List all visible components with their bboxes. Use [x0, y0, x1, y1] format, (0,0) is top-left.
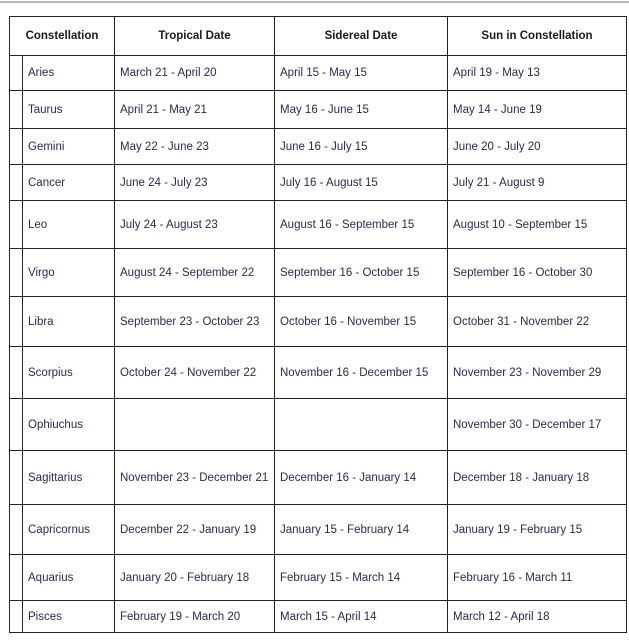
sidereal-date-cell: June 16 - July 15	[275, 129, 448, 165]
sun-in-constellation-cell: February 16 - March 11	[448, 555, 627, 601]
tropical-date-cell: January 20 - February 18	[115, 555, 275, 601]
table-row	[10, 201, 627, 249]
constellation-cell: Libra	[23, 297, 115, 347]
sun-in-constellation-cell: August 10 - September 15	[448, 201, 627, 249]
tropical-date-cell: July 24 - August 23	[115, 201, 275, 249]
sun-in-constellation-cell: June 20 - July 20	[448, 129, 627, 165]
sidereal-date-cell: July 16 - August 15	[275, 165, 448, 201]
table-row	[10, 399, 627, 451]
sidereal-date-cell: May 16 - June 15	[275, 91, 448, 129]
tropical-date-cell: August 24 - September 22	[115, 249, 275, 297]
tropical-date-cell: February 19 - March 20	[115, 601, 275, 633]
constellation-cell: Taurus	[23, 91, 115, 129]
sidereal-date-cell: October 16 - November 15	[275, 297, 448, 347]
header-sun-in-constellation: Sun in Constellation	[448, 17, 627, 56]
row-margin-cell	[10, 56, 23, 91]
row-margin-cell	[10, 249, 23, 297]
header-row	[10, 17, 627, 56]
table-row	[10, 249, 627, 297]
sidereal-date-cell: January 15 - February 14	[275, 505, 448, 555]
tropical-date-cell: March 21 - April 20	[115, 56, 275, 91]
tropical-date-cell: November 23 - December 21	[115, 451, 275, 505]
sun-in-constellation-cell: May 14 - June 19	[448, 91, 627, 129]
constellation-cell: Scorpius	[23, 347, 115, 399]
row-margin-cell	[10, 165, 23, 201]
tropical-date-cell: December 22 - January 19	[115, 505, 275, 555]
row-margin-cell	[10, 129, 23, 165]
sidereal-date-cell: February 15 - March 14	[275, 555, 448, 601]
sun-in-constellation-cell: April 19 - May 13	[448, 56, 627, 91]
table-row	[10, 555, 627, 601]
table-row	[10, 347, 627, 399]
sidereal-date-cell: April 15 - May 15	[275, 56, 448, 91]
row-margin-cell	[10, 347, 23, 399]
constellation-cell: Ophiuchus	[23, 399, 115, 451]
row-margin-cell	[10, 555, 23, 601]
tropical-date-cell: May 22 - June 23	[115, 129, 275, 165]
sun-in-constellation-cell: October 31 - November 22	[448, 297, 627, 347]
sidereal-date-cell: December 16 - January 14	[275, 451, 448, 505]
sun-in-constellation-cell: December 18 - January 18	[448, 451, 627, 505]
row-margin-cell	[10, 601, 23, 633]
table-row	[10, 505, 627, 555]
table-row	[10, 451, 627, 505]
row-margin-cell	[10, 201, 23, 249]
header-constellation: Constellation	[10, 17, 115, 56]
sidereal-date-cell: March 15 - April 14	[275, 601, 448, 633]
constellation-cell: Sagittarius	[23, 451, 115, 505]
constellation-cell: Gemini	[23, 129, 115, 165]
row-margin-cell	[10, 297, 23, 347]
table-row	[10, 165, 627, 201]
constellation-cell: Cancer	[23, 165, 115, 201]
constellation-cell: Virgo	[23, 249, 115, 297]
sidereal-date-cell: November 16 - December 15	[275, 347, 448, 399]
tropical-date-cell	[115, 399, 275, 451]
sun-in-constellation-cell: March 12 - April 18	[448, 601, 627, 633]
header-tropical-date: Tropical Date	[115, 17, 275, 56]
row-margin-cell	[10, 91, 23, 129]
row-margin-cell	[10, 505, 23, 555]
header-sidereal-date: Sidereal Date	[275, 17, 448, 56]
constellation-cell: Aries	[23, 56, 115, 91]
sidereal-date-cell: August 16 - September 15	[275, 201, 448, 249]
table-row	[10, 129, 627, 165]
top-divider	[0, 1, 629, 3]
sun-in-constellation-cell: July 21 - August 9	[448, 165, 627, 201]
constellation-cell: Leo	[23, 201, 115, 249]
constellation-dates-table	[9, 16, 627, 633]
sun-in-constellation-cell: November 23 - November 29	[448, 347, 627, 399]
table-row	[10, 297, 627, 347]
table-row	[10, 56, 627, 91]
sun-in-constellation-cell: January 19 - February 15	[448, 505, 627, 555]
row-margin-cell	[10, 399, 23, 451]
tropical-date-cell: September 23 - October 23	[115, 297, 275, 347]
constellation-cell: Aquarius	[23, 555, 115, 601]
constellation-cell: Capricornus	[23, 505, 115, 555]
tropical-date-cell: June 24 - July 23	[115, 165, 275, 201]
tropical-date-cell: October 24 - November 22	[115, 347, 275, 399]
sidereal-date-cell: September 16 - October 15	[275, 249, 448, 297]
sun-in-constellation-cell: November 30 - December 17	[448, 399, 627, 451]
sun-in-constellation-cell: September 16 - October 30	[448, 249, 627, 297]
constellation-cell: Pisces	[23, 601, 115, 633]
sidereal-date-cell	[275, 399, 448, 451]
table-row	[10, 91, 627, 129]
table-row	[10, 601, 627, 633]
tropical-date-cell: April 21 - May 21	[115, 91, 275, 129]
row-margin-cell	[10, 451, 23, 505]
